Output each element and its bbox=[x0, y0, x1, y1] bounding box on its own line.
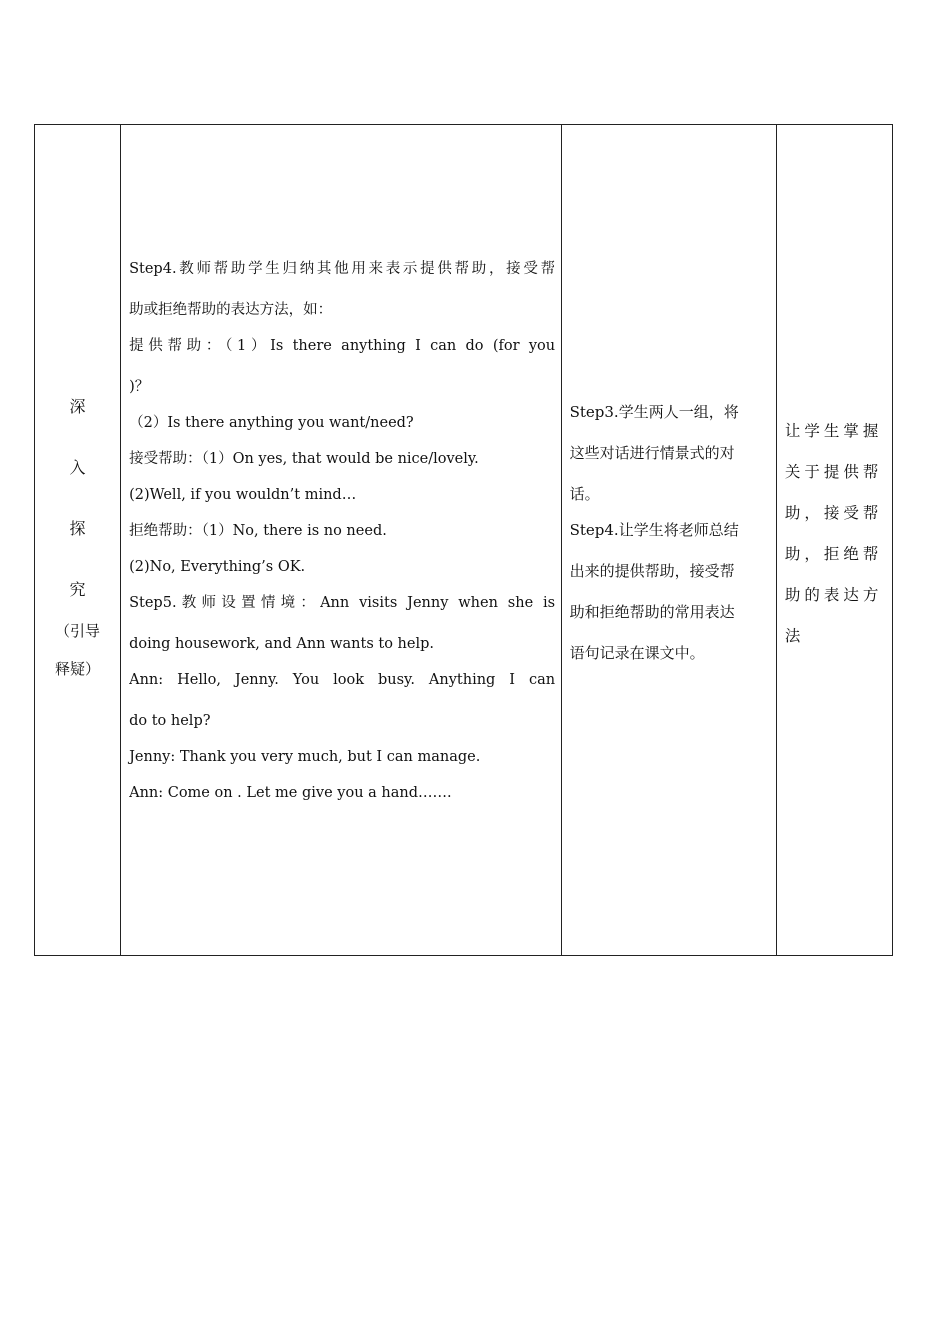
text-line: （2）Is there anything you want/need? bbox=[129, 415, 414, 431]
text-line: 助，拒绝帮 bbox=[784, 545, 883, 563]
text-line: 法 bbox=[784, 627, 805, 645]
text-line: 关于提供帮 bbox=[784, 463, 883, 481]
text-line: Ann: Come on . Let me give you a hand……. bbox=[129, 785, 452, 801]
lesson-plan-table bbox=[34, 124, 893, 956]
text-line: Ann: Hello, Jenny. You look busy. Anything I can bbox=[129, 672, 556, 688]
text-line: 提供帮助：（1）Is there anything I can do (for you bbox=[129, 338, 556, 354]
teacher-activity-text bbox=[129, 259, 555, 803]
stage-char: 究 bbox=[69, 580, 86, 599]
stage-char: 入 bbox=[69, 458, 86, 477]
text-line: (2)No, Everything’s OK. bbox=[129, 559, 306, 575]
text-line: 助，接受帮 bbox=[784, 504, 883, 522]
text-line: Step3.学生两人一组，将 bbox=[569, 403, 739, 421]
text-line: Jenny: Thank you very much, but I can manage. bbox=[129, 749, 481, 765]
design-purpose-cell bbox=[776, 125, 892, 956]
text-line: 拒绝帮助：（1）No, there is no need. bbox=[129, 523, 387, 539]
stage-label bbox=[35, 392, 120, 688]
text-line: (2)Well, if you wouldn’t mind… bbox=[129, 487, 357, 503]
stage-cell bbox=[35, 125, 121, 956]
stage-subtitle: （引导释疑） bbox=[55, 622, 101, 678]
text-line: 助和拒绝帮助的常用表达 bbox=[569, 603, 735, 621]
text-line: 语句记录在课文中。 bbox=[569, 644, 705, 662]
text-line: 助的表达方 bbox=[784, 586, 883, 604]
stage-char: 探 bbox=[69, 519, 86, 538]
text-line: doing housework, and Ann wants to help. bbox=[129, 636, 434, 652]
text-line: Step4.让学生将老师总结 bbox=[569, 521, 739, 539]
text-line: 助或拒绝帮助的表达方法，如： bbox=[129, 302, 333, 318]
text-line: do to help? bbox=[129, 713, 211, 729]
text-line: 这些对话进行情景式的对 bbox=[569, 444, 735, 462]
text-line: 话。 bbox=[569, 485, 600, 503]
text-line: Step5.教师设置情境：Ann visits Jenny when she is bbox=[129, 595, 556, 611]
design-purpose-text bbox=[785, 421, 885, 667]
text-line: 让学生掌握 bbox=[784, 422, 883, 440]
stage-char: 深 bbox=[69, 397, 86, 416]
teacher-activity-cell bbox=[121, 125, 562, 956]
text-line: )？ bbox=[129, 379, 150, 395]
student-activity-text bbox=[570, 402, 770, 684]
text-line: 接受帮助：（1）On yes, that would be nice/lovely. bbox=[129, 451, 479, 467]
student-activity-cell bbox=[561, 125, 776, 956]
table-row bbox=[35, 125, 893, 956]
text-line: 出来的提供帮助，接受帮 bbox=[569, 562, 735, 580]
text-line: Step4.教师帮助学生归纳其他用来表示提供帮助，接受帮 bbox=[129, 261, 556, 277]
